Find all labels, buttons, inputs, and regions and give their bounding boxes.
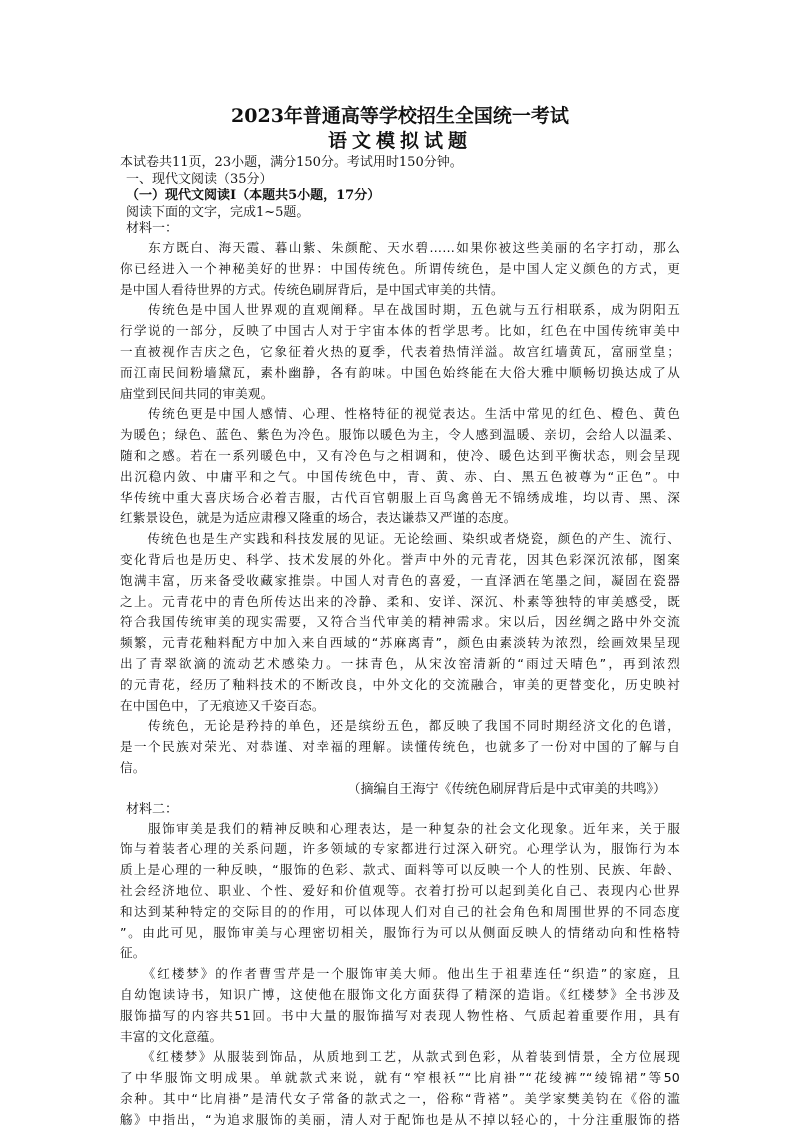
- text-line: 余种。其中“比肩褂”是清代女子常备的款式之一，俗称“背褡”。美学家樊美钧在《俗的滥: [120, 1091, 680, 1107]
- text-line: ”。由此可见，服饰审美与心理密切相关，服饰行为可以从侧面反映人的情绪动向和性格特: [120, 924, 680, 940]
- exam-subtitle: 语文模拟试题: [327, 130, 472, 152]
- text-line: 《红楼梦》的作者曹雪芹是一个服饰审美大师。他出生于祖辈连任“织造”的家庭，且: [120, 966, 680, 982]
- text-line: 而江南民间粉墙黛瓦，素朴幽静，各有韵味。中国色始终能在大俗大雅中顺畅切换达成了从: [120, 364, 680, 380]
- exam-info: 本试卷共11页，23小题，满分150分。考试用时150分钟。: [120, 155, 463, 170]
- material-one-body: [120, 238, 680, 779]
- text-line: 庙堂到民间共同的审美观。: [120, 385, 274, 401]
- material-two-label: 材料二：: [126, 801, 179, 817]
- text-line: 觞》中指出，“为追求服饰的美丽，清人对于配饰也是从不掉以轻心的，十分注重服饰的搭: [120, 1111, 680, 1127]
- text-line: 丰富的文化意蕴。: [120, 1028, 223, 1044]
- text-line: 传统色更是中国人感情、心理、性格特征的视觉表达。生活中常见的红色、橙色、黄色: [120, 406, 680, 422]
- text-line: 传统色也是生产实践和科技发展的见证。无论绘画、染织或者烧瓷，颜色的产生、流行、: [120, 531, 680, 547]
- text-line: 出了青翠欲滴的流动艺术感染力。一抹青色，从宋汝窑清新的“雨过天晴色”，再到浓烈: [120, 655, 680, 671]
- subsection-heading: （一）现代文阅读Ⅰ（本题共5小题，17分）: [126, 188, 381, 204]
- text-line: 是中国人看待世界的方式。传统色刷屏背后，是中国式审美的共情。: [120, 281, 504, 297]
- text-line: 饱满丰富，历来备受收藏家推崇。中国人对青色的喜爱，一直泽洒在笔墨之间，凝固在瓷器: [120, 572, 680, 588]
- exam-title: 2023年普通高等学校招生全国统一考试: [231, 105, 569, 127]
- text-line: 行学说的一部分，反映了中国古人对于宇宙本体的哲学思考。比如，红色在中国传统审美中: [120, 323, 680, 339]
- text-line: 是一个民族对荣光、对恭谨、对幸福的理解。读懂传统色，也就多了一份对中国的了解与自: [120, 739, 680, 755]
- material-one-label: 材料一：: [126, 221, 179, 237]
- text-line: 一直被视作吉庆之色，它象征着火热的夏季，代表着热情洋溢。故宫红墙黄瓦，富丽堂皇；: [120, 343, 680, 359]
- material-two-body: [120, 819, 680, 1131]
- section-heading: 一、现代文阅读（35分）: [126, 171, 273, 187]
- text-line: 质上是心理的一种反映，“服饰的色彩、款式、面料等可以反映一个人的性别、民族、年龄、: [120, 862, 680, 878]
- text-line: 征。: [120, 945, 146, 961]
- text-line: 在中国色中，了无痕迹又千姿百态。: [120, 697, 325, 713]
- text-line: 信。: [120, 759, 146, 775]
- text-line: 的元青花，经历了釉料技术的不断改良，中外文化的交流融合，审美的更替变化，历史映衬: [120, 676, 680, 692]
- text-line: 社会经济地位、职业、个性、爱好和价值观等。衣着打扮可以起到美化自己、表现内心世界: [120, 883, 680, 899]
- text-line: 为暖色；绿色、蓝色、紫色为冷色。服饰以暖色为主，令人感到温暖、亲切，会给人以温柔、: [120, 427, 680, 443]
- text-line: 自幼饱读诗书，知识广博，这使他在服饰文化方面获得了精深的造诣。《红楼梦》全书涉及: [120, 987, 680, 1003]
- material-one-source: （摘编自王海宁《传统色刷屏背后是中式审美的共鸣》）: [347, 781, 666, 797]
- reading-instruction: 阅读下面的文字，完成1~5题。: [126, 204, 310, 220]
- text-line: 服饰审美是我们的精神反映和心理表达，是一种复杂的社会文化现象。近年来，关于服: [120, 820, 680, 836]
- text-line: 频繁，元青花釉料配方中加入来自西域的“苏麻离青”，颜色由素淡转为浓烈，绘画效果呈现: [120, 635, 680, 651]
- text-line: 之上。元青花中的青色所传达出来的冷静、柔和、安详、深沉、朴素等独特的审美感受，既: [120, 593, 680, 609]
- text-line: 随和之感。若在一系列暖色中，又有冷色与之相调和，使冷、暖色达到平衡状态，则会呈现: [120, 447, 680, 463]
- exam-page: [120, 104, 680, 1131]
- text-line: 服饰描写的内容共51回。书中大量的服饰描写对表现人物性格、气质起着重要作用，具有: [120, 1007, 680, 1023]
- text-line: 了中华服饰文明成果。单就款式来说，就有“窄根袄”“比肩褂”“花绫裤”“绫锦裙”等50: [120, 1070, 680, 1086]
- text-line: 红紫景设色，就是为适应肃穆又隆重的场合，表达谦恭又严谨的态度。: [120, 510, 517, 526]
- text-line: 《红楼梦》从服装到饰品，从质地到工艺，从款式到色彩，从着装到情景，全方位展现: [120, 1049, 680, 1065]
- text-line: 变化背后也是历史、科学、技术发展的外化。誉声中外的元青花，因其色彩深沉浓郁，图案: [120, 551, 680, 567]
- text-line: 饰与着装者心理的关系问题，许多领域的专家都进行过深入研究。心理学认为，服饰行为本: [120, 841, 680, 857]
- text-line: 符合我国传统审美的现实需要，又符合当代审美的精神需求。宋以后，因丝绸之路中外交流: [120, 614, 680, 630]
- text-line: 出沉稳内敛、中庸平和之气。中国传统色中，青、黄、赤、白、黑五色被尊为“正色”。中: [120, 468, 680, 484]
- text-line: 传统色，无论是矜持的单色，还是缤纷五色，都反映了我国不同时期经济文化的色谱，: [120, 718, 680, 734]
- text-line: 华传统中重大喜庆场合必着吉服，古代百官朝服上百鸟禽兽无不锦绣成堆，均以青、黑、深: [120, 489, 680, 505]
- text-line: 和达到某种特定的交际目的的作用，可以体现人们对自己的社会角色和周围世界的不同态度: [120, 903, 680, 919]
- text-line: 东方既白、海天霞、暮山紫、朱颜酡、天水碧……如果你被这些美丽的名字打动，那么: [120, 239, 680, 255]
- text-line: 传统色是中国人世界观的直观阐释。早在战国时期，五色就与五行相联系，成为阴阳五: [120, 302, 680, 318]
- text-line: 你已经进入一个神秘美好的世界：中国传统色。所谓传统色，是中国人定义颜色的方式，更: [120, 260, 680, 276]
